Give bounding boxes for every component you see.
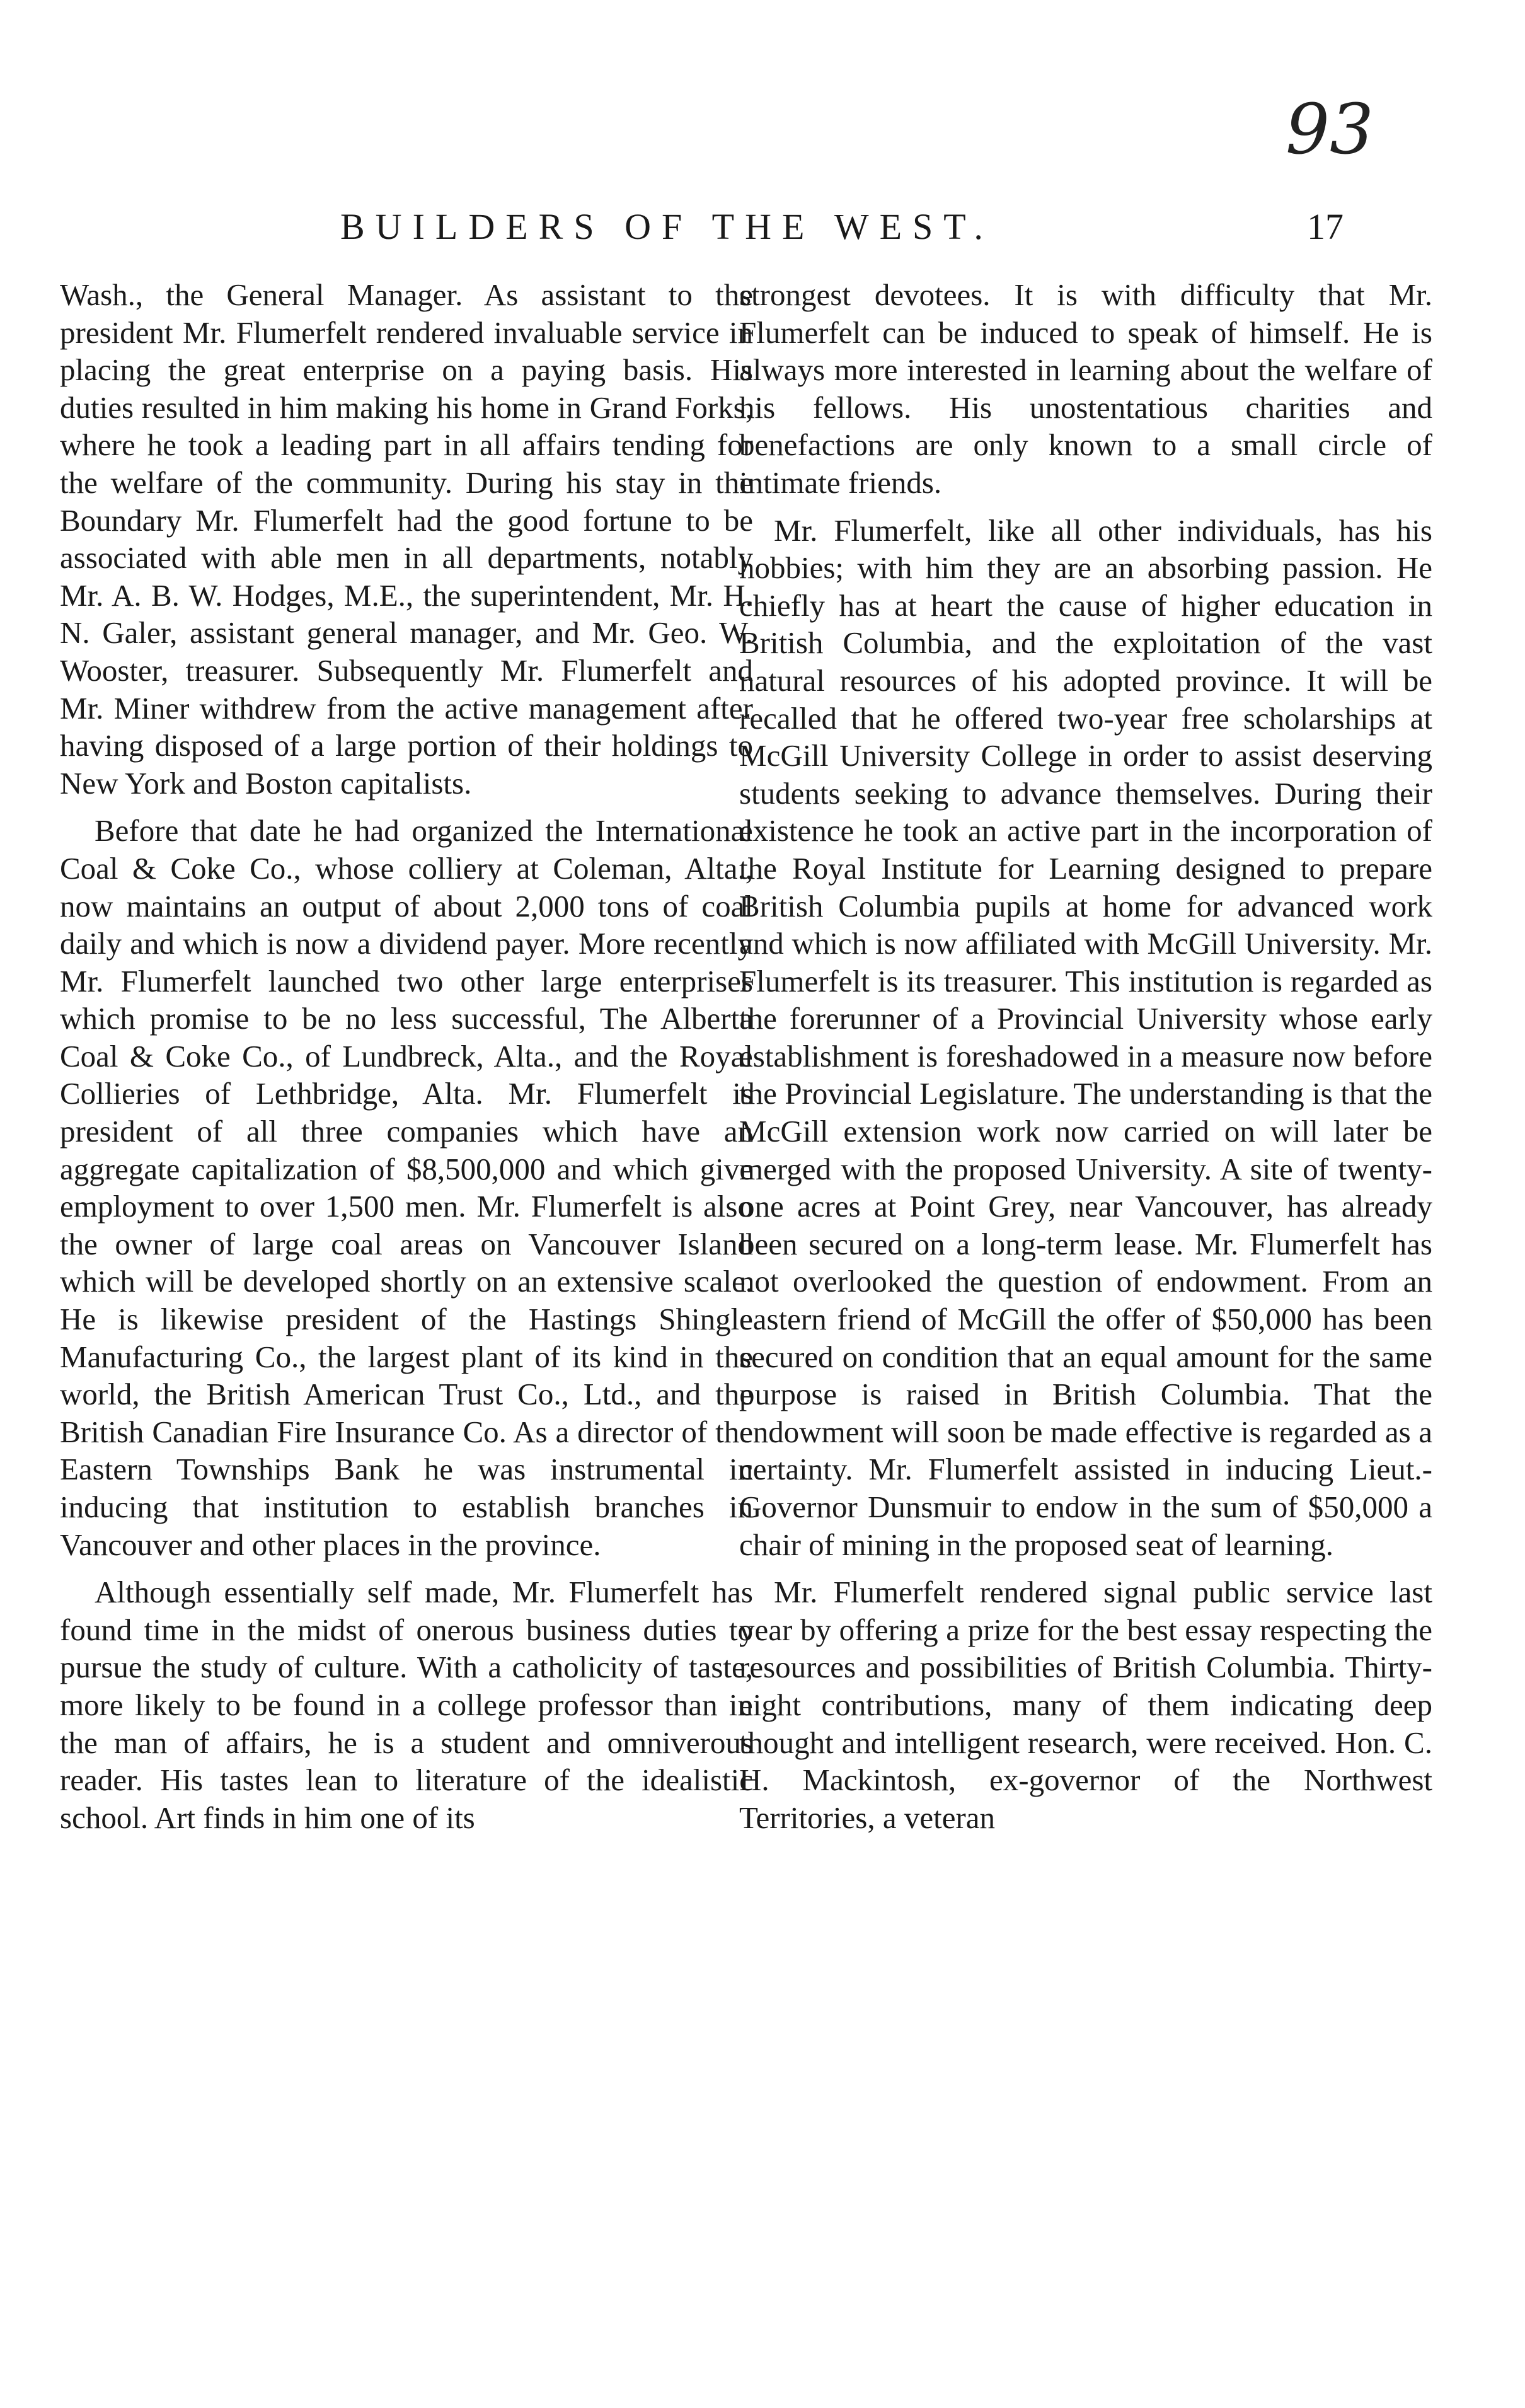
paragraph: Before that date he had organized the International Coal & Coke Co., whose colliery at Coleman, Alta., now maintains an output of about 2,000 tons of coal daily and which is now a dividend payer. More recently Mr. Flumerfelt launched two other large enterprises which promise to be no less successful, The Alberta Coal & Coke Co., of Lundbreck, Alta., and the Royal Collieries of Lethbridge, Alta. Mr. Flumerfelt is president of all three companies which have an aggregate capitalization of $8,500,000 and which give employment to over 1,500 men. Mr. Flumerfelt is also the owner of large coal areas on Vancouver Island which will be developed shortly on an extensive scale. He is likewise president of the Hastings Shingle Manufacturing Co., the largest plant of its kind in the world, the British American Trust Co., Ltd., and the British Canadian Fire Insurance Co. As a director of the Eastern Townships Bank he was instrumental in inducing that institution to establish branches in Vancouver and other places in the province. bbox=[60, 813, 753, 1562]
left-text-column bbox=[60, 276, 753, 1836]
right-text-column bbox=[739, 276, 1432, 1836]
running-title: BUILDERS OF THE WEST. bbox=[340, 206, 994, 247]
paragraph: Mr. Flumerfelt, like all other individuals, has his hobbies; with him they are an absorbing passion. He chiefly has at heart the cause of higher education in British Columbia, and the exploitation of the vast natural resources of his adopted province. It will be recalled that he offered two-year free scholarships at McGill University College in order to assist deserving students seeking to advance themselves. During their existence he took an active part in the incorporation of the Royal Institute for Learning designed to prepare British Columbia pupils at home for advanced work and which is now affiliated with McGill University. Mr. Flumerfelt is its treasurer. This institution is regarded as the forerunner of a Provincial University whose early establishment is foreshadowed in a measure now before the Provincial Legislature. The understanding is that the McGill extension work now carried on will later be merged with the proposed University. A site of twenty-one acres at Point Grey, near Vancouver, has already been secured on a long-term lease. Mr. Flumerfelt has not overlooked the question of endowment. From an eastern friend of McGill the offer of $50,000 has been secured on condition that an equal amount for the same purpose is raised in British Columbia. That the endowment will soon be made effective is regarded as a certainty. Mr. Flumerfelt assisted in inducing Lieut.-Governor Dunsmuir to endow in the sum of $50,000 a chair of mining in the proposed seat of learning. bbox=[739, 512, 1432, 1562]
page-number: 17 bbox=[1307, 206, 1344, 247]
paragraph: strongest devotees. It is with difficulty that Mr. Flumerfelt can be induced to speak of himself. He is always more interested in learning about the welfare of his fellows. His unostentatious charities and benefactions are only known to a small circle of intimate friends. bbox=[739, 277, 1432, 500]
paragraph: Mr. Flumerfelt rendered signal public service last year by offering a prize for the best essay respecting the resources and possibilities of British Columbia. Thirty-eight contributions, many of them indicating deep thought and intelligent research, were received. Hon. C. H. Mackintosh, ex-governor of the Northwest Territories, a veteran bbox=[739, 1575, 1432, 1835]
paragraph: Although essentially self made, Mr. Flumerfelt has found time in the midst of onerous business duties to pursue the study of culture. With a catholicity of taste, more likely to be found in a college professor than in the man of affairs, he is a student and omniverous reader. His tastes lean to literature of the idealistic school. Art finds in him one of its bbox=[60, 1575, 753, 1835]
running-header bbox=[0, 205, 1525, 249]
paragraph: Wash., the General Manager. As assistant to the president Mr. Flumerfelt rendered invaluable service in placing the great enterprise on a paying basis. His duties resulted in him making his home in Grand Forks, where he took a leading part in all affairs tending for the welfare of the community. During his stay in the Boundary Mr. Flumerfelt had the good fortune to be associated with able men in all departments, notably Mr. A. B. W. Hodges, M.E., the superintendent, Mr. H. N. Galer, assistant general manager, and Mr. Geo. W. Wooster, treasurer. Subsequently Mr. Flumerfelt and Mr. Miner withdrew from the active management after having disposed of a large portion of their holdings to New York and Boston capitalists. bbox=[60, 277, 753, 801]
handwritten-folio-number: 93 bbox=[1286, 89, 1374, 170]
